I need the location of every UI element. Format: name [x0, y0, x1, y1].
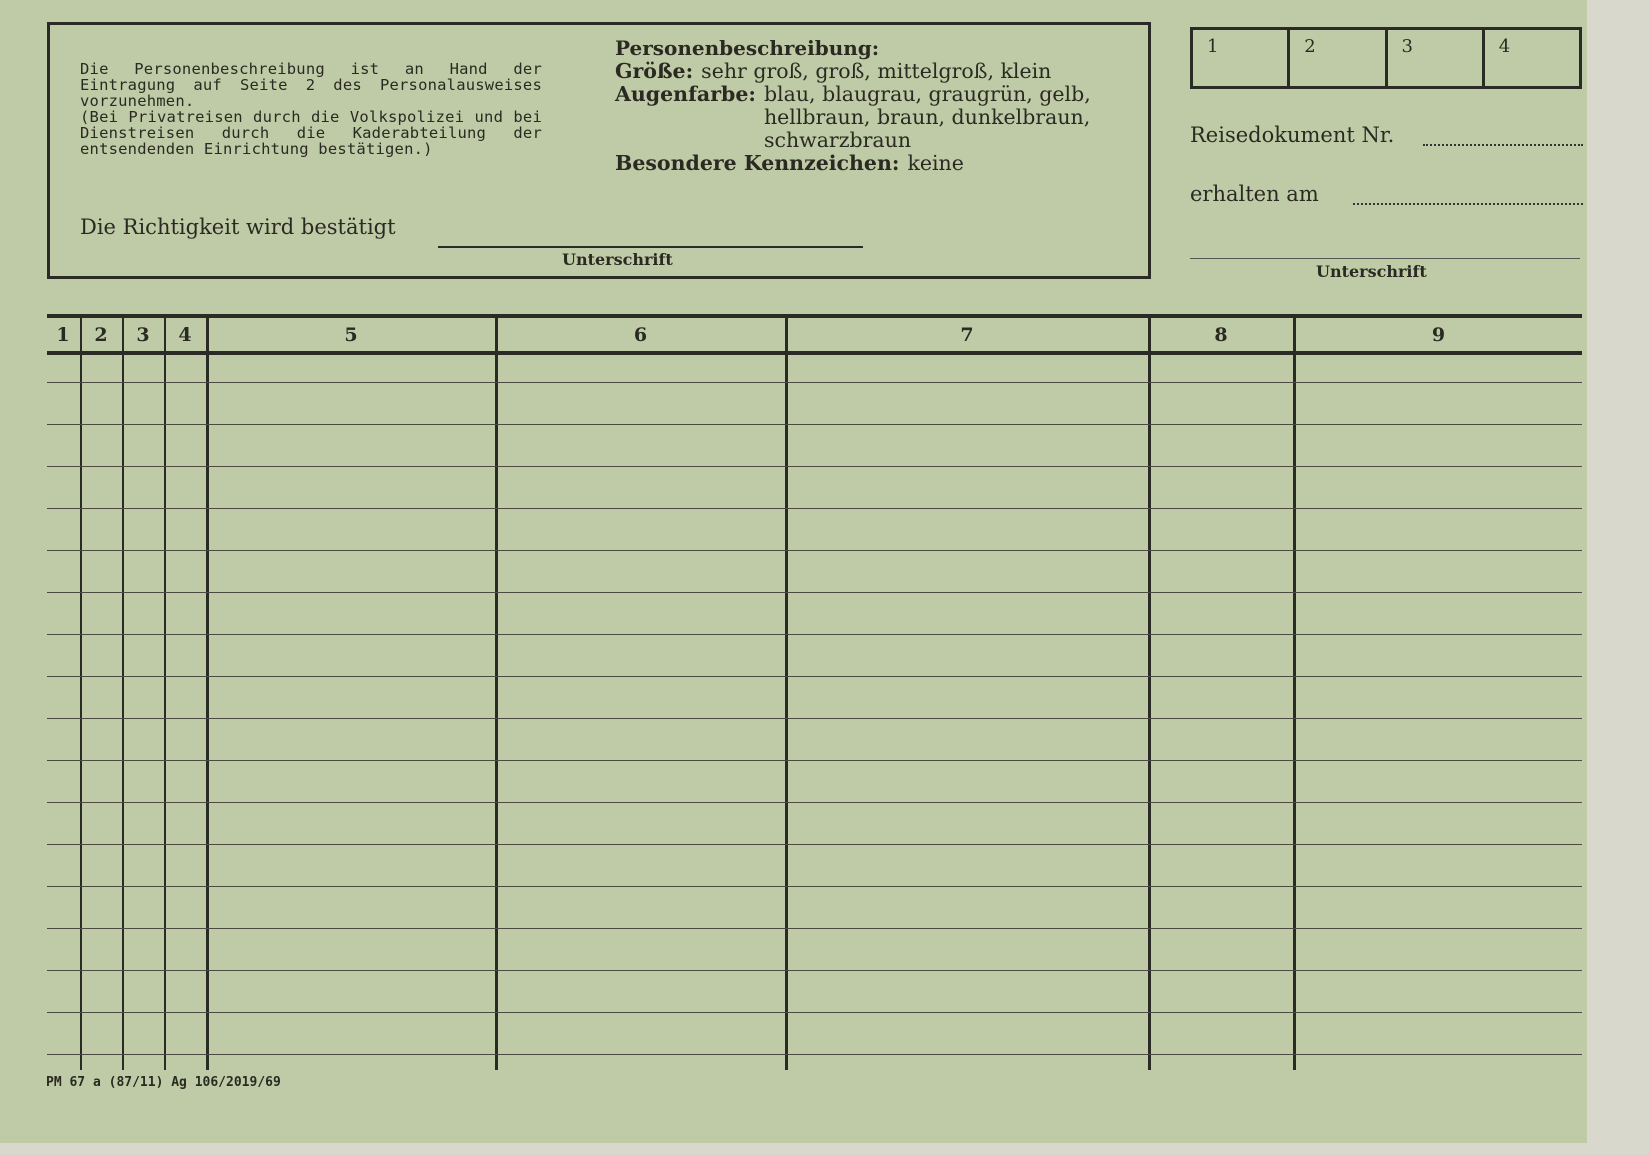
- scan-border-right: [1587, 0, 1649, 1155]
- table-row-rule: [47, 550, 1582, 551]
- instructions-paragraph-1: Die Personenbeschreibung ist an Hand der Eintragung auf Seite 2 des Personalausweises vorzunehmen.: [80, 60, 542, 110]
- column-divider: [206, 314, 209, 1070]
- column-divider: [1293, 314, 1296, 1070]
- table-row-rule: [47, 466, 1582, 467]
- column-header-6: 6: [633, 323, 648, 346]
- size-key: Größe:: [615, 59, 694, 83]
- column-header-1: 1: [56, 323, 70, 346]
- number-box-cell[interactable]: 3: [1388, 30, 1485, 86]
- entry-table: [47, 314, 1582, 1070]
- signature-line-2[interactable]: [1190, 258, 1580, 259]
- description-block: [615, 37, 1135, 175]
- table-row-rule: [47, 382, 1582, 383]
- table-row-rule: [47, 592, 1582, 593]
- column-header-8: 8: [1214, 323, 1228, 346]
- instructions-paragraph-2: (Bei Privatreisen durch die Volkspolizei und bei Dienstreisen durch die Kaderabteilung der entsendenden Einrichtung bestätigen.): [80, 108, 542, 158]
- travel-document-field[interactable]: [1423, 144, 1583, 146]
- number-box-cell[interactable]: 1: [1193, 30, 1290, 86]
- column-divider: [785, 314, 788, 1070]
- confirmation-label: Die Richtigkeit wird bestätigt: [80, 215, 396, 239]
- column-header-5: 5: [344, 323, 358, 346]
- received-label: erhalten am: [1190, 182, 1319, 206]
- table-row-rule: [47, 634, 1582, 635]
- column-header-9: 9: [1431, 323, 1446, 346]
- column-header-3: 3: [136, 323, 150, 346]
- signature-line[interactable]: [438, 246, 863, 248]
- number-box-cell[interactable]: 4: [1498, 36, 1511, 57]
- signature-label: Unterschrift: [562, 250, 673, 269]
- column-divider: [164, 314, 166, 1070]
- personal-description-box: [47, 22, 1151, 279]
- travel-document-label: Reisedokument Nr.: [1190, 123, 1395, 147]
- table-row-rule: [47, 802, 1582, 803]
- number-box-cell[interactable]: 2: [1290, 30, 1387, 86]
- column-divider: [495, 314, 498, 1070]
- signature-label-2: Unterschrift: [1316, 262, 1427, 281]
- column-divider: [122, 314, 124, 1070]
- table-row-rule: [47, 928, 1582, 929]
- scan-border-bottom: [0, 1143, 1649, 1155]
- size-options: sehr groß, groß, mittelgroß, klein: [701, 59, 1052, 83]
- table-row-rule: [47, 718, 1582, 719]
- eye-color-key: Augenfarbe:: [615, 82, 756, 106]
- special-marks-key: Besondere Kennzeichen:: [615, 151, 900, 175]
- table-row-rule: [47, 424, 1582, 425]
- column-header-4: 4: [178, 323, 192, 346]
- form-number-footer: PM 67 a (87/11) Ag 106/2019/69: [46, 1075, 281, 1090]
- column-divider: [80, 314, 82, 1070]
- column-header-7: 7: [960, 323, 974, 346]
- table-row-rule: [47, 886, 1582, 887]
- special-marks-value: keine: [907, 151, 964, 175]
- number-box: [1190, 27, 1582, 89]
- table-row-rule: [47, 760, 1582, 761]
- table-row-rule: [47, 1054, 1582, 1055]
- table-row-rule: [47, 676, 1582, 677]
- received-date-field[interactable]: [1353, 203, 1583, 205]
- table-row-rule: [47, 844, 1582, 845]
- instructions-text: [80, 61, 542, 157]
- table-row-rule: [47, 508, 1582, 509]
- table-header-bottom-rule: [47, 351, 1582, 355]
- column-divider: [1148, 314, 1151, 1070]
- eye-color-options: blau, blaugrau, graugrün, gelb, hellbraun, braun, dunkelbraun, schwarzbraun: [763, 82, 1091, 152]
- description-title: Personenbeschreibung:: [615, 36, 880, 60]
- table-row-rule: [47, 1012, 1582, 1013]
- column-header-2: 2: [94, 323, 108, 346]
- table-row-rule: [47, 970, 1582, 971]
